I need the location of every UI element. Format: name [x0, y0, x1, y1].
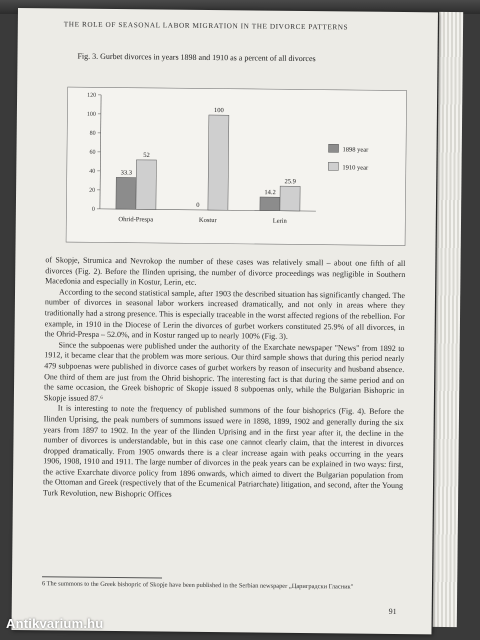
category-label: Ohrid-Prespa [118, 216, 154, 224]
category-label: Lerin [272, 217, 287, 225]
bar-1898 [116, 177, 136, 209]
y-tick-label: 100 [86, 111, 96, 118]
book-page [11, 8, 437, 634]
bar-1910 [136, 160, 157, 210]
watermark: Antikvarium.hu [6, 616, 104, 631]
y-tick-label: 60 [89, 149, 96, 156]
body-text [43, 255, 406, 502]
y-tick-label: 40 [89, 168, 96, 175]
figure-caption: Fig. 3. Gurbet divorces in years 1898 and 1910 as a percent of all divorces [77, 51, 316, 64]
paragraph-3: Since the subpoenas were published under the authority of the Exarchate newspaper "News" from 1892 to 1912, it became clear that the problem was more serious. Our third sample shows that during this period nearly 479 subpoenas were published in divorce cases of gurbet workers by reason of insecurity and husband absence. One third of them are just from the Ohrid bishopric. The interesting fact is that during the same period and on the same occasion, the Greek bishopric of Skopje issued 8 subpoenas only, while the Bulgarian Bishopric in Skopje issued 87.⁶ [43, 340, 405, 403]
running-head: THE ROLE OF SEASONAL LABOR MIGRATION IN THE DIVORCE PATTERNS [63, 20, 349, 32]
bar-1898 [260, 197, 280, 211]
data-label: 14.2 [264, 189, 276, 197]
y-tick-label: 20 [89, 187, 96, 194]
y-tick-label: 120 [87, 92, 97, 99]
y-tick-label: 0 [91, 206, 95, 213]
legend-label: 1910 year [342, 164, 369, 172]
data-label: 25.9 [284, 178, 296, 186]
data-label: 0 [196, 201, 200, 209]
legend-swatch [328, 162, 338, 170]
paragraph-2: According to the second statistical sample, after 1903 the described situation has significantly changed. The number of divorces in seasonal labor workers increased dramatically, and not only in areas where they traditionally had a strong presence. This is especially traceable in the worst affected regions of the rebellion. For example, in 1910 in the Diocese of Lerin the divorces of gurbet workers constituted 25.9% of all divorces, in the Ohrid-Prespa – 52.0%, and in Kostur ranged up to nearly 100% (Fig. 3). [44, 287, 406, 342]
footnote: 6 The summons to the Greek bishopric of Skopje have been published in the Serbian newspaper „Цариградски Гласник" [41, 580, 354, 591]
paragraph-4: It is interesting to note the frequency of published summons of the four bishoprics (Fig. 4). Before the Ilinden Uprising, the peak numbers of summons issued were in 1898, 1899, 1902 and generally during the six years from 1897 to 1902. In the year of the Ilinden Uprising and in the first year after it, the decline in the number of divorces is understandable, but in this case one cannot clearly claim, that the interest in divorces dropped dramatically. From 1905 onwards there is a clear increase again with peaks occurring in the years 1906, 1908, 1910 and 1911. The large number of divorces in the peak years can be explained in two ways: first, the active Exarchate divorce policy from 1896 onwards, which aimed to divert the Bulgarian population from the Ottoman and Greek (respectively that of the Ecumenical Patriarchate) litigation, and second, after the Young Turk Revolution, new Bishopric Offices [42, 403, 404, 499]
book-page-edges [433, 12, 463, 627]
data-label: 100 [214, 107, 224, 115]
bar-1910 [280, 186, 300, 211]
bar-chart [66, 87, 408, 247]
data-label: 33.3 [120, 169, 133, 177]
paragraph-1: of Skopje, Strumica and Nevrokop the number of these cases was relatively small – about one fifth of all divorces (Fig. 2). Before the Ilinden uprising, the number of divorce proceedings was negligible in Southern Macedonia and especially in Kostur, Lerin, etc. [45, 255, 406, 288]
y-tick-label: 80 [89, 130, 96, 137]
page-number: 91 [388, 606, 397, 616]
footnote-rule [42, 576, 162, 578]
legend-swatch [329, 144, 339, 152]
bar-1910 [208, 115, 229, 210]
legend-label: 1898 year [342, 146, 369, 154]
category-label: Kostur [198, 216, 217, 225]
data-label: 52 [143, 151, 150, 159]
